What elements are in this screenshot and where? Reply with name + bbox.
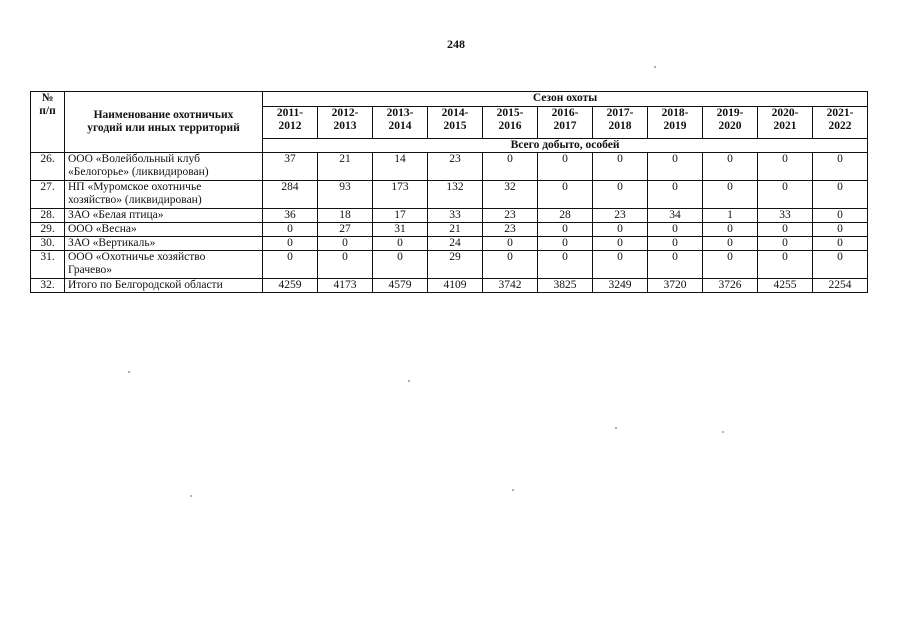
header-season-2	[318, 107, 373, 139]
row-value: 23	[593, 209, 648, 223]
season-end-year: 2014	[388, 120, 412, 132]
row-value: 2254	[813, 279, 868, 293]
header-total-caught: Всего добыто, особей	[263, 139, 868, 153]
table-row	[31, 181, 868, 209]
season-start-year: 2014-	[441, 107, 469, 119]
territory-name-line: ООО «Волейбольный клуб	[68, 153, 200, 165]
row-value: 14	[373, 153, 428, 181]
row-value: 0	[483, 237, 538, 251]
row-value: 0	[373, 237, 428, 251]
row-value: 1	[703, 209, 758, 223]
row-number: 30.	[31, 237, 65, 251]
row-value: 31	[373, 223, 428, 237]
row-value: 0	[813, 153, 868, 181]
row-value: 4173	[318, 279, 373, 293]
scan-speck	[408, 380, 410, 382]
row-value: 18	[318, 209, 373, 223]
row-value: 21	[318, 153, 373, 181]
header-season-4	[428, 107, 483, 139]
header-season-9	[703, 107, 758, 139]
row-value: 0	[758, 223, 813, 237]
season-end-year: 2012	[278, 120, 302, 132]
row-value: 0	[483, 251, 538, 279]
row-value: 28	[538, 209, 593, 223]
row-value: 17	[373, 209, 428, 223]
table-row	[31, 279, 868, 293]
row-value: 4579	[373, 279, 428, 293]
season-start-year: 2021-	[826, 107, 854, 119]
row-value: 0	[703, 153, 758, 181]
row-value: 3742	[483, 279, 538, 293]
row-value: 0	[758, 237, 813, 251]
row-number: 28.	[31, 209, 65, 223]
territory-name-line: ЗАО «Белая птица»	[68, 209, 164, 221]
header-name-line-2: угодий или иных территорий	[87, 122, 240, 134]
row-value: 0	[538, 181, 593, 209]
season-end-year: 2017	[553, 120, 577, 132]
row-territory-name	[65, 181, 263, 209]
row-value: 0	[318, 251, 373, 279]
row-number: 32.	[31, 279, 65, 293]
row-number: 27.	[31, 181, 65, 209]
row-value: 0	[538, 223, 593, 237]
header-num-line-2: п/п	[39, 105, 56, 117]
row-value: 34	[648, 209, 703, 223]
row-value: 33	[428, 209, 483, 223]
row-territory-name	[65, 251, 263, 279]
row-value: 33	[758, 209, 813, 223]
row-value: 0	[538, 237, 593, 251]
table-row	[31, 153, 868, 181]
territory-name-line: НП «Муромское охотничье	[68, 181, 202, 193]
row-value: 21	[428, 223, 483, 237]
row-value: 29	[428, 251, 483, 279]
row-value: 0	[538, 251, 593, 279]
row-value: 0	[318, 237, 373, 251]
row-value: 0	[648, 223, 703, 237]
row-value: 284	[263, 181, 318, 209]
row-territory-name	[65, 223, 263, 237]
row-value: 0	[758, 181, 813, 209]
row-value: 24	[428, 237, 483, 251]
row-value: 0	[813, 223, 868, 237]
row-value: 0	[648, 181, 703, 209]
row-value: 0	[648, 237, 703, 251]
header-season-10	[758, 107, 813, 139]
row-value: 27	[318, 223, 373, 237]
row-value: 4255	[758, 279, 813, 293]
header-name-line-1: Наименование охотничьих	[93, 109, 234, 121]
row-value: 23	[483, 223, 538, 237]
header-num	[31, 92, 65, 153]
row-value: 3825	[538, 279, 593, 293]
season-start-year: 2019-	[716, 107, 744, 119]
row-value: 36	[263, 209, 318, 223]
table-row	[31, 209, 868, 223]
row-value: 3249	[593, 279, 648, 293]
row-value: 132	[428, 181, 483, 209]
header-row-season	[31, 92, 868, 107]
territory-name-line: ООО «Охотничье хозяйство	[68, 251, 206, 263]
season-start-year: 2012-	[331, 107, 359, 119]
row-value: 23	[428, 153, 483, 181]
row-value: 0	[813, 237, 868, 251]
season-start-year: 2016-	[551, 107, 579, 119]
row-value: 0	[538, 153, 593, 181]
row-number: 29.	[31, 223, 65, 237]
season-end-year: 2018	[608, 120, 632, 132]
season-start-year: 2017-	[606, 107, 634, 119]
season-start-year: 2011-	[276, 107, 304, 119]
scan-speck	[615, 427, 617, 429]
season-end-year: 2015	[443, 120, 467, 132]
row-value: 0	[483, 153, 538, 181]
scan-speck	[654, 66, 656, 68]
row-value: 0	[593, 251, 648, 279]
header-name	[65, 92, 263, 153]
header-season-7	[593, 107, 648, 139]
season-end-year: 2016	[498, 120, 522, 132]
row-value: 0	[648, 251, 703, 279]
row-value: 173	[373, 181, 428, 209]
row-value: 0	[758, 153, 813, 181]
territory-name-line: «Белогорье» (ликвидирован)	[68, 166, 209, 178]
territory-name-line: ЗАО «Вертикаль»	[68, 237, 156, 249]
territory-name-line: ООО «Весна»	[68, 223, 137, 235]
row-territory-name	[65, 237, 263, 251]
row-value: 0	[373, 251, 428, 279]
row-value: 32	[483, 181, 538, 209]
row-value: 0	[703, 237, 758, 251]
scan-speck	[512, 489, 514, 491]
row-number: 31.	[31, 251, 65, 279]
row-value: 0	[813, 209, 868, 223]
table-body	[31, 153, 868, 293]
season-end-year: 2021	[773, 120, 797, 132]
scan-speck	[190, 495, 192, 497]
row-number: 26.	[31, 153, 65, 181]
scan-speck	[128, 371, 130, 373]
table-row	[31, 237, 868, 251]
row-territory-name	[65, 209, 263, 223]
row-value: 0	[813, 181, 868, 209]
row-territory-name	[65, 279, 263, 293]
territory-name-line: Грачево»	[68, 264, 113, 276]
header-season-3	[373, 107, 428, 139]
row-value: 37	[263, 153, 318, 181]
season-start-year: 2015-	[496, 107, 524, 119]
row-value: 0	[593, 223, 648, 237]
season-end-year: 2020	[718, 120, 742, 132]
row-value: 0	[593, 181, 648, 209]
hunting-yield-table	[30, 91, 868, 293]
season-start-year: 2020-	[771, 107, 799, 119]
row-value: 0	[703, 251, 758, 279]
season-end-year: 2013	[333, 120, 357, 132]
row-value: 3720	[648, 279, 703, 293]
row-value: 0	[263, 251, 318, 279]
row-value: 0	[758, 251, 813, 279]
page-number: 248	[447, 37, 465, 51]
season-end-year: 2022	[828, 120, 852, 132]
row-value: 3726	[703, 279, 758, 293]
row-value: 0	[593, 153, 648, 181]
row-value: 4259	[263, 279, 318, 293]
header-num-line-1: №	[41, 92, 54, 104]
header-season-11	[813, 107, 868, 139]
row-value: 0	[263, 237, 318, 251]
header-season-8	[648, 107, 703, 139]
row-value: 0	[703, 181, 758, 209]
row-value: 93	[318, 181, 373, 209]
row-value: 4109	[428, 279, 483, 293]
row-territory-name	[65, 153, 263, 181]
table-row	[31, 251, 868, 279]
row-value: 0	[648, 153, 703, 181]
territory-name-line: хозяйство» (ликвидирован)	[68, 194, 202, 206]
season-end-year: 2019	[663, 120, 687, 132]
header-season-6	[538, 107, 593, 139]
season-start-year: 2013-	[386, 107, 414, 119]
table-row	[31, 223, 868, 237]
header-season-5	[483, 107, 538, 139]
row-value: 0	[263, 223, 318, 237]
season-start-year: 2018-	[661, 107, 689, 119]
territory-name-line: Итого по Белгородской области	[68, 279, 223, 291]
row-value: 0	[703, 223, 758, 237]
row-value: 0	[593, 237, 648, 251]
header-season-1	[263, 107, 318, 139]
header-season-group: Сезон охоты	[263, 92, 868, 107]
row-value: 0	[813, 251, 868, 279]
scan-speck	[722, 431, 724, 433]
row-value: 23	[483, 209, 538, 223]
